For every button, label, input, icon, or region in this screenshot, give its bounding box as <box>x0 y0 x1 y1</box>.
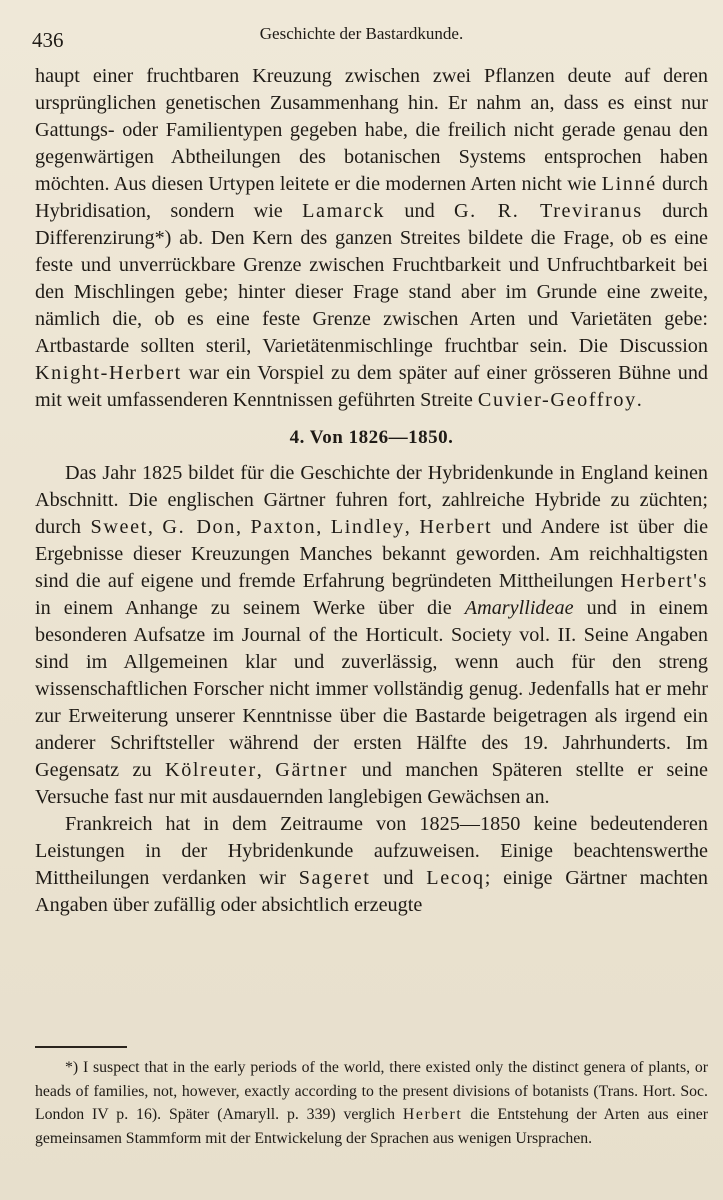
name-lecoq: Lecoq <box>426 867 485 889</box>
text-run: , <box>235 516 241 538</box>
paragraph-1 <box>35 63 708 414</box>
text-run: , <box>147 516 153 538</box>
name-herbert: Herbert <box>419 516 493 538</box>
page-header <box>32 20 691 56</box>
name-sageret: Sageret <box>298 867 371 889</box>
name-herberts: Herbert's <box>620 570 708 592</box>
text-run: ; einige Gärtner machten Angaben über zufällig oder absichtlich erzeugte <box>35 867 709 916</box>
name-paxton: Paxton <box>250 516 317 538</box>
name-don: G. Don <box>162 516 236 538</box>
text-run: , <box>256 759 262 781</box>
name-gaertner: Gärtner <box>275 759 349 781</box>
name-lindley: Lindley <box>330 516 405 538</box>
text-run: und <box>404 200 435 222</box>
text-run: und Andere ist über die Ergebnisse dieser Kreuzungen Manches bekannt geworden. Am reichhaltigsten sind die auf eigene und fremde Erfahrung begründeten Mittheilungen <box>35 516 709 592</box>
name-sweet: Sweet <box>90 516 148 538</box>
text-run: , <box>404 516 410 538</box>
italic-amaryllideae: Amaryllideae <box>464 597 574 619</box>
text-run: durch Differenzirung*) ab. Den Kern des ganzen Streites bildete die Frage, ob es eine feste und unverrückbare Grenze zwischen Fruchtbarkeit und Unfruchtbarkeit bei den Mischlingen gebe; hinter dieser Frage stand aber im Grunde eine zweite, nämlich die, ob es eine feste Grenze zwischen Arten und Varietäten gebe: Artbastarde sollten steril, Varietätenmischlinge fruchtbar sein. Die Discussion <box>35 200 709 357</box>
text-run: die Entstehung der Arten aus einer gemeinsamen Stammform mit der Entwickelung der Sprachen aus wenigen Ursprachen. <box>35 1106 708 1147</box>
text-run: haupt einer fruchtbaren Kreuzung zwischen zwei Pflanzen deute auf deren ursprünglichen genetischen Zusammenhang hin. Er nahm an, dass es einst nur Gattungs- oder Familientypen gegeben habe, die freilich nicht gerade genau den gegenwärtigen Abtheilungen des botanischen Systems entsprochen haben möchten. Aus diesen Urtypen leitete er die modernen Arten nicht wie <box>35 65 708 195</box>
text-run: und <box>383 867 414 889</box>
name-lamarck: Lamarck <box>302 200 386 222</box>
name-linne: Linné <box>601 173 657 195</box>
text-run: Frankreich hat in dem Zeitraume von 1825—1850 keine bedeutenderen Leistungen in der Hybridenkunde aufzuweisen. Einige beachtenswerthe Mittheilungen verdanken wir <box>35 813 708 889</box>
paragraph-2 <box>35 460 708 811</box>
text-run: war ein Vorspiel zu dem später auf einer grösseren Bühne und mit weit umfassenderen Kenntnissen geführten Streite <box>35 362 709 411</box>
running-title: Geschichte der Bastardkunde. <box>259 24 464 43</box>
text-run: und in einem besonderen Aufsatze im Journal of the Horticult. Society vol. II. Seine Angaben sind im Allgemeinen klar und zuverlässig, wenn auch für den streng wissenschaftlichen Forscher nicht immer vollständig genug. Jedenfalls hat er mehr zur Erweiterung unserer Kenntnisse über die Bastarde beigetragen als irgend ein anderer Schriftsteller während der ersten Hälfte des 19. Jahrhunderts. Im Gegensatz zu <box>35 597 709 781</box>
section-heading: 4. Von 1826—1850. <box>289 427 454 448</box>
main-text <box>35 63 708 919</box>
name-cuvier-geoffroy: Cuvier-Geoffroy <box>477 389 637 411</box>
name-knight-herbert: Knight-Herbert <box>35 362 182 384</box>
name-koelreuter: Kölreuter <box>165 759 257 781</box>
text-run: und manchen Späteren stellte er seine Versuche fast nur mit ausdauernden langlebigen Gewächsen an. <box>35 759 708 808</box>
text-run: durch Hybridisation, sondern wie <box>35 173 709 222</box>
footnote <box>35 1056 708 1150</box>
page-number: 436 <box>32 28 64 52</box>
name-herbert: Herbert <box>402 1106 463 1123</box>
text-run: *) I suspect that in the early periods of the world, there existed only the distinct genera of plants, or heads of families, not, however, exactly according to the present divisions of botanists (Trans. Hort. Soc. London IV p. 16). Später (Amaryll. p. 339) verglich <box>35 1059 708 1123</box>
paragraph-3 <box>35 811 708 919</box>
footnote-divider <box>35 1046 127 1048</box>
text-run: . <box>636 389 642 411</box>
text-run: Das Jahr 1825 bildet für die Geschichte der Hybridenkunde in England keinen Abschnitt. Die englischen Gärtner fuhren fort, zahlreiche Hybride zu züchten; durch <box>35 462 708 538</box>
text-run: , <box>316 516 322 538</box>
name-treviranus: G. R. Treviranus <box>453 200 643 222</box>
text-run: in einem Anhange zu seinem Werke über die <box>35 597 452 619</box>
